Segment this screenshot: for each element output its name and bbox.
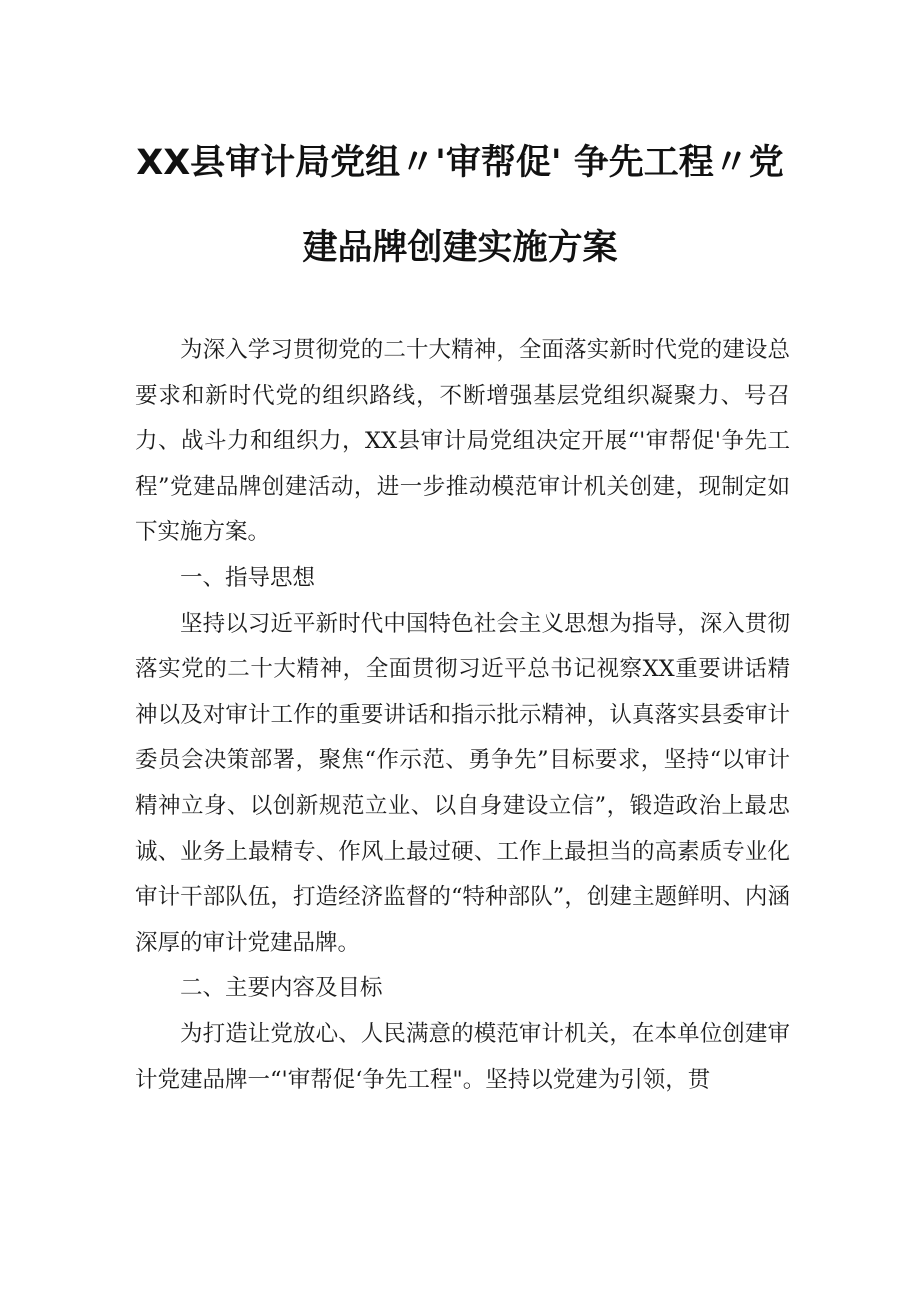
section-heading-guiding-ideology: 一、指导思想	[180, 564, 316, 591]
document-title-line-1: XX县审计局党组〃'审帮促' 争先工程〃党	[136, 143, 784, 183]
guiding-ideology-paragraph: 坚持以习近平新时代中国特色社会主义思想为指导，深入贯彻落实党的二十大精神，全面贯彻习近平总书记视察XX重要讲话精神以及对审计工作的重要讲话和指示批示精神，认真落实县委审计委员会决策部署，聚焦“作示范、勇争先”目标要求，坚持“以审计精神立身、以创新规范立业、以自身建设立信”，锻造政治上最忠诚、业务上最精专、作风上最过硬、工作上最担当的高素质专业化审计干部队伍，打造经济监督的“特种部队”，创建主题鲜明、内涵深厚的审计党建品牌。	[135, 610, 790, 956]
intro-paragraph: 为深入学习贯彻党的二十大精神，全面落实新时代党的建设总要求和新时代党的组织路线，不断增强基层党组织凝聚力、号召力、战斗力和组织力，XX县审计局党组决定开展“'审帮促'争先工程”党建品牌创建活动，进一步推动模范审计机关创建，现制定如下实施方案。	[135, 337, 790, 546]
document-title-line-2: 建品牌创建实施方案	[302, 228, 618, 268]
document-body	[135, 328, 790, 1103]
main-content-paragraph: 为打造让党放心、人民满意的模范审计机关，在本单位创建审计党建品牌一“'审帮促‘争先工程"。坚持以党建为引领，贯	[135, 1020, 790, 1093]
section-heading-main-content: 二、主要内容及目标	[180, 975, 383, 1002]
